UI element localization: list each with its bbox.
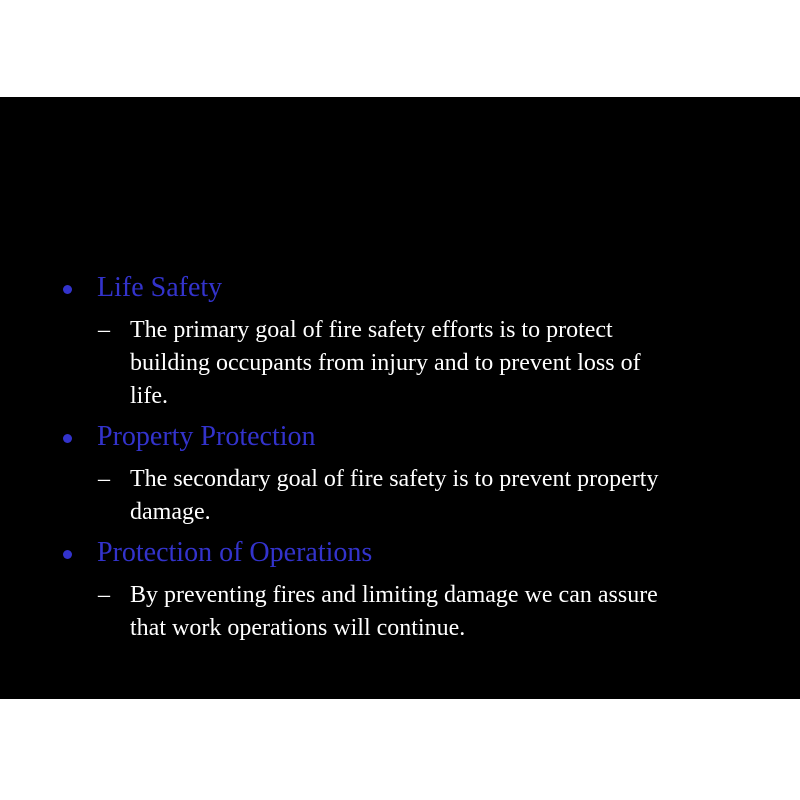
sub-bullet-row bbox=[0, 579, 800, 645]
body-line: building occupants from injury and to prevent loss of bbox=[130, 350, 641, 376]
body-line: life. bbox=[130, 383, 168, 409]
body-line: By preventing fires and limiting damage we can assure bbox=[130, 582, 658, 608]
sub-bullet-text bbox=[130, 314, 641, 413]
bullet-dot-icon bbox=[63, 550, 72, 559]
body-line: damage. bbox=[130, 499, 211, 525]
body-line: The primary goal of fire safety efforts is to protect bbox=[130, 317, 613, 343]
bullet-heading-row bbox=[0, 270, 800, 306]
sub-bullet-text bbox=[130, 463, 658, 529]
bullet-heading-row bbox=[0, 419, 800, 455]
sub-bullet-row bbox=[0, 314, 800, 413]
sub-bullet-text bbox=[130, 579, 658, 645]
bullet-heading: Life Safety bbox=[97, 272, 223, 303]
bullet-heading: Protection of Operations bbox=[97, 537, 373, 568]
dash-bullet-icon: – bbox=[98, 317, 110, 343]
body-line: The secondary goal of fire safety is to prevent property bbox=[130, 466, 659, 492]
bullet-dot-icon bbox=[63, 434, 72, 443]
sub-bullet-row bbox=[0, 463, 800, 529]
dash-bullet-icon: – bbox=[98, 466, 110, 492]
bullet-dot-icon bbox=[63, 285, 72, 294]
bullet-heading-row bbox=[0, 535, 800, 571]
bullet-heading: Property Protection bbox=[97, 421, 316, 452]
body-line: that work operations will continue. bbox=[130, 615, 466, 641]
slide-content bbox=[0, 270, 800, 651]
slide-body bbox=[0, 97, 800, 699]
dash-bullet-icon: – bbox=[98, 582, 110, 608]
